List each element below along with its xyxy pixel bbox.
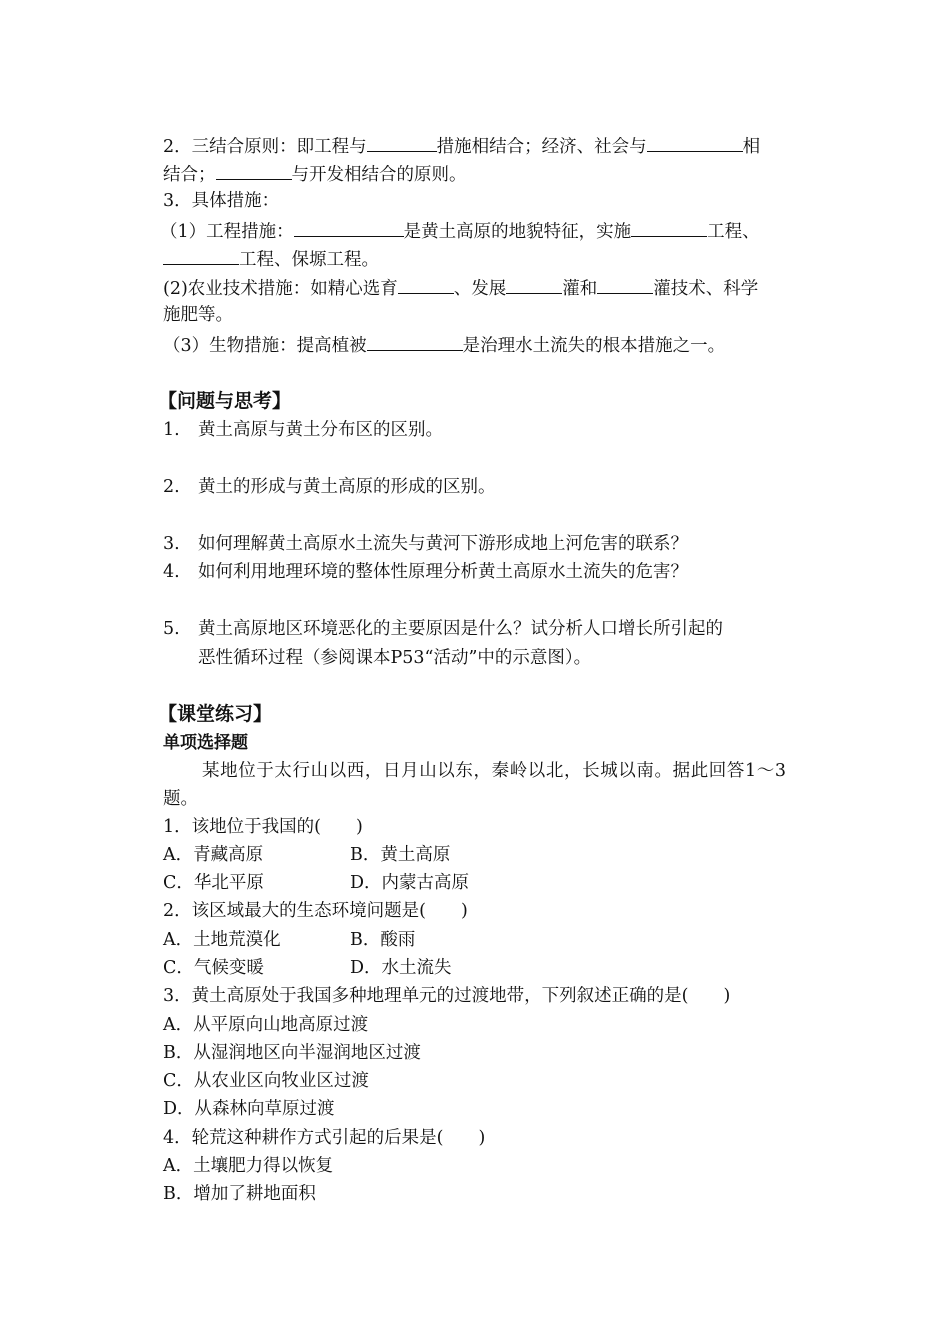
principle-text-2b: 与开发相结合的原则。 (291, 165, 467, 185)
mcq-option[interactable]: A．青藏高原 (163, 845, 264, 865)
principle-line-2 (163, 161, 467, 187)
mcq-option[interactable]: D．从森林向草原过渡 (163, 1099, 335, 1119)
mcq-option[interactable]: C．从农业区向牧业区过渡 (163, 1071, 369, 1091)
principle-text-1a: 2．三结合原则：即工程与 (163, 137, 367, 157)
agriculture-text-d: 灌技术、科学 (653, 279, 759, 299)
principle-text-2a: 结合； (163, 165, 216, 185)
question-item (163, 475, 496, 499)
mcq-question: 1．该地位于我国的( ) (163, 817, 363, 837)
question-number: 5. (163, 619, 180, 639)
question-number: 1. (163, 420, 180, 440)
mcq-option[interactable]: A．土壤肥力得以恢复 (163, 1156, 334, 1176)
engineering-measures-line-2 (163, 246, 379, 272)
question-text: 如何利用地理环境的整体性原理分析黄土高原水土流失的危害？ (198, 562, 688, 582)
mcq-option[interactable]: D．水土流失 (350, 958, 452, 978)
answer-blank[interactable] (647, 133, 743, 152)
question-number: 2. (163, 477, 180, 497)
mcq-question: 4．轮荒这种耕作方式引起的后果是( ) (163, 1128, 486, 1148)
answer-blank[interactable] (367, 332, 463, 351)
practice-heading: 【课堂练习】 (158, 703, 273, 725)
mcq-question: 3．黄土高原处于我国多种地理单元的过渡地带，下列叙述正确的是( ) (163, 986, 731, 1006)
question-text: 黄土的形成与黄土高原的形成的区别。 (198, 477, 496, 497)
question-item (163, 418, 443, 442)
practice-intro-line-1: 某地位于太行山以西，日月山以东，秦岭以北，长城以南。据此回答1～3 (202, 761, 787, 781)
agriculture-measures-line-2: 施肥等。 (163, 305, 233, 325)
question-item (163, 617, 723, 641)
answer-blank[interactable] (216, 161, 292, 180)
engineering-text-b: 是黄土高原的地貌特征，实施 (403, 222, 632, 242)
biological-measures-line (163, 332, 725, 358)
practice-intro-line-2: 题。 (163, 789, 198, 809)
measures-title: 3．具体措施： (163, 191, 280, 211)
answer-blank[interactable] (597, 275, 653, 294)
question-number: 3. (163, 534, 180, 554)
answer-blank[interactable] (631, 218, 707, 237)
mcq-option[interactable]: B．增加了耕地面积 (163, 1184, 316, 1204)
practice-subheading: 单项选择题 (163, 733, 248, 753)
answer-blank[interactable] (294, 218, 404, 237)
agriculture-text-c: 灌和 (562, 279, 598, 299)
answer-blank[interactable] (506, 275, 562, 294)
questions-heading: 【问题与思考】 (158, 390, 292, 412)
agriculture-text-b: 、发展 (453, 279, 507, 299)
mcq-question: 2．该区域最大的生态环境问题是( ) (163, 901, 468, 921)
agriculture-text-a: (2)农业技术措施：如精心选育 (163, 279, 398, 299)
mcq-option[interactable]: C．华北平原 (163, 873, 264, 893)
biological-text-a: （3）生物措施：提高植被 (163, 336, 367, 356)
engineering-measures-line-1 (160, 218, 760, 244)
question-text-continued: 恶性循环过程（参阅课本P53“活动”中的示意图）。 (198, 648, 592, 668)
mcq-option[interactable]: B．黄土高原 (350, 845, 451, 865)
answer-blank[interactable] (163, 246, 239, 265)
mcq-option[interactable]: B．从湿润地区向半湿润地区过渡 (163, 1043, 421, 1063)
engineering-text-c: 工程、 (707, 222, 760, 242)
principle-text-1b: 措施相结合；经济、社会与 (436, 137, 647, 157)
question-number: 4. (163, 562, 180, 582)
answer-blank[interactable] (367, 133, 437, 152)
question-item (163, 560, 688, 584)
answer-blank[interactable] (398, 275, 454, 294)
principle-line-1 (163, 133, 760, 159)
biological-text-b: 是治理水土流失的根本措施之一。 (462, 336, 726, 356)
question-item (163, 532, 688, 556)
principle-text-1c: 相 (742, 137, 761, 157)
mcq-option[interactable]: A．土地荒漠化 (163, 930, 281, 950)
question-text: 如何理解黄土高原水土流失与黄河下游形成地上河危害的联系？ (198, 534, 688, 554)
engineering-text-d: 工程、保塬工程。 (239, 250, 379, 270)
mcq-option[interactable]: A．从平原向山地高原过渡 (163, 1015, 369, 1035)
mcq-option[interactable]: D．内蒙古高原 (350, 873, 470, 893)
mcq-option[interactable]: C．气候变暖 (163, 958, 264, 978)
engineering-text-a: （1）工程措施： (160, 222, 294, 242)
question-text: 黄土高原地区环境恶化的主要原因是什么？试分析人口增长所引起的 (198, 619, 723, 639)
agriculture-measures-line-1 (163, 275, 758, 301)
mcq-option[interactable]: B．酸雨 (350, 930, 416, 950)
question-text: 黄土高原与黄土分布区的区别。 (198, 420, 443, 440)
